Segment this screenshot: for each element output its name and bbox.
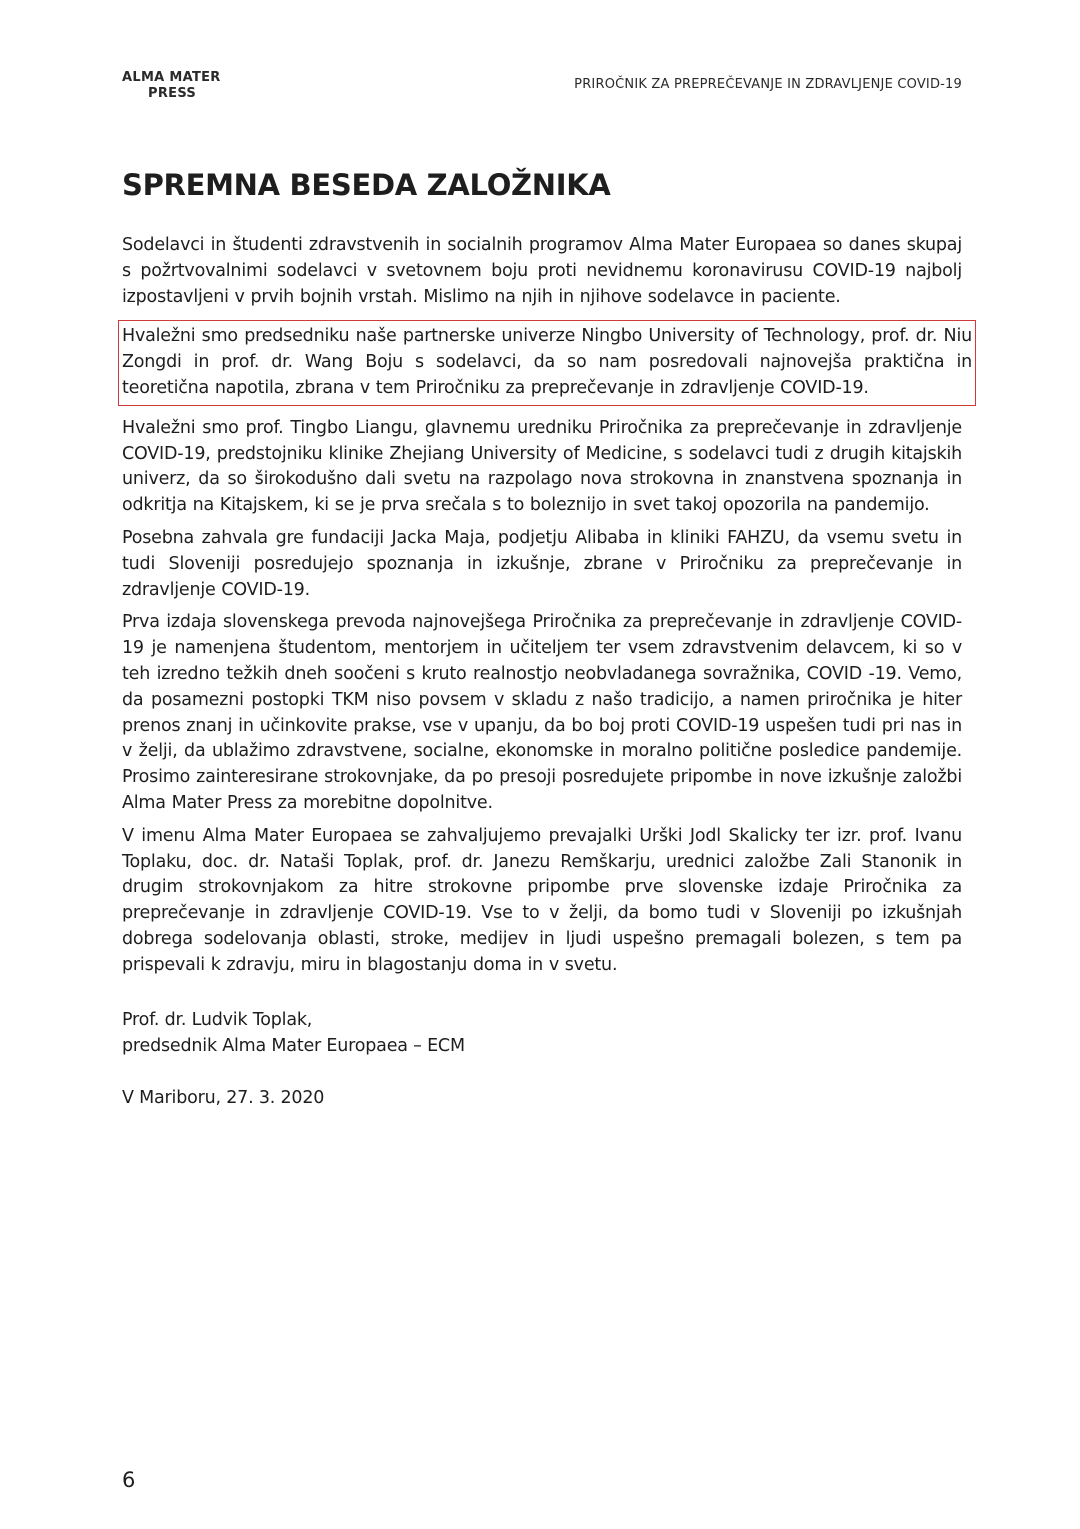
paragraph-4: Posebna zahvala gre fundaciji Jacka Maja, podjetju Alibaba in kliniki FAHZU, da vsemu svetu in tudi Sloveniji posredujejo spoznanja in izkušnje, zbrane v Priročniku za preprečevanje in zdravljenje COVID-19. — [122, 527, 962, 600]
body-text — [122, 233, 972, 1111]
logo-line-1: ALMA MATER — [122, 70, 221, 85]
signature-block — [122, 1007, 962, 1059]
place-date: V Mariboru, 27. 3. 2020 — [122, 1087, 325, 1108]
paragraph-6: V imenu Alma Mater Europaea se zahvaljujemo prevajalki Urški Jodl Skalicky ter izr. prof. Ivanu Toplaku, doc. dr. Nataši Toplak, prof. dr. Janezu Remškarju, urednici založbe Zali Stanonik in drugim strokovnjakom za hitre strokovne pripombe prve slovenske izdaje Priročnika za preprečevanje in zdravljenje COVID-19. Vse to v želji, da bomo tudi v Sloveniji po izkušnjah dobrega sodelovanja oblasti, stroke, medijev in ljudi uspešno premagali bolezen, s tem pa prispevali k zdravju, miru in blagostanju doma in v svetu. — [122, 825, 962, 975]
page-title: SPREMNA BESEDA ZALOŽNIKA — [122, 168, 611, 202]
running-head: PRIROČNIK ZA PREPREČEVANJE IN ZDRAVLJENJE COVID-19 — [574, 77, 962, 92]
paragraph-1: Sodelavci in študenti zdravstvenih in socialnih programov Alma Mater Europaea so danes skupaj s požrtvovalnimi sodelavci v svetovnem boju proti nevidnemu koronavirusu COVID-19 najbolj izpostavljeni v prvih bojnih vrstah. Mislimo na njih in njihove sodelavce in paciente. — [122, 235, 962, 307]
signature-role: predsednik Alma Mater Europaea – ECM — [122, 1035, 465, 1056]
signature-name: Prof. dr. Ludvik Toplak, — [122, 1009, 313, 1030]
paragraph-5: Prva izdaja slovenskega prevoda najnovejšega Priročnika za preprečevanje in zdravljenje COVID-19 je namenjena študentom, mentorjem in učiteljem ter vsem zdravstvenim delavcem, ki so v teh izredno težkih dneh soočeni s kruto realnostjo neobvladanega sovražnika, COVID -19. Vemo, da posamezni postopki TKM niso povsem v skladu z našo tradicijo, a namen priročnika je hiter prenos znanj in učinkovite prakse, vse v upanju, da bo boj proti COVID-19 uspešen tudi pri nas in v želji, da ublažimo zdravstvene, socialne, ekonomske in moralno politične posledice pandemije. Prosimo zainteresirane strokovnjake, da po presoji posredujete pripombe in nove izkušnje založbi Alma Mater Press za morebitne dopolnitve. — [122, 612, 962, 813]
page-number: 6 — [122, 1468, 136, 1492]
paragraph-3: Hvaležni smo prof. Tingbo Liangu, glavnemu uredniku Priročnika za preprečevanje in zdravljenje COVID-19, predstojniku klinike Zhejiang University of Medicine, s sodelavci tudi z drugih kitajskih univerz, da so širokodušno dali svetu na razpolago nova strokovna in znanstvena spoznanja in odkritja na Kitajskem, ki se je prva srečala s to boleznijo in svet takoj opozorila na pandemijo. — [122, 417, 962, 516]
publisher-logo — [122, 70, 221, 102]
paragraph-2-highlighted: Hvaležni smo predsedniku naše partnerske univerze Ningbo University of Technology, prof. dr. Niu Zongdi in prof. dr. Wang Boju s sodelavci, da so nam posredovali najnovejša praktična in teoretična napotila, zbrana v tem Priročniku za preprečevanje in zdravljenje COVID-19. — [122, 324, 972, 401]
logo-line-2: PRESS — [148, 86, 197, 101]
